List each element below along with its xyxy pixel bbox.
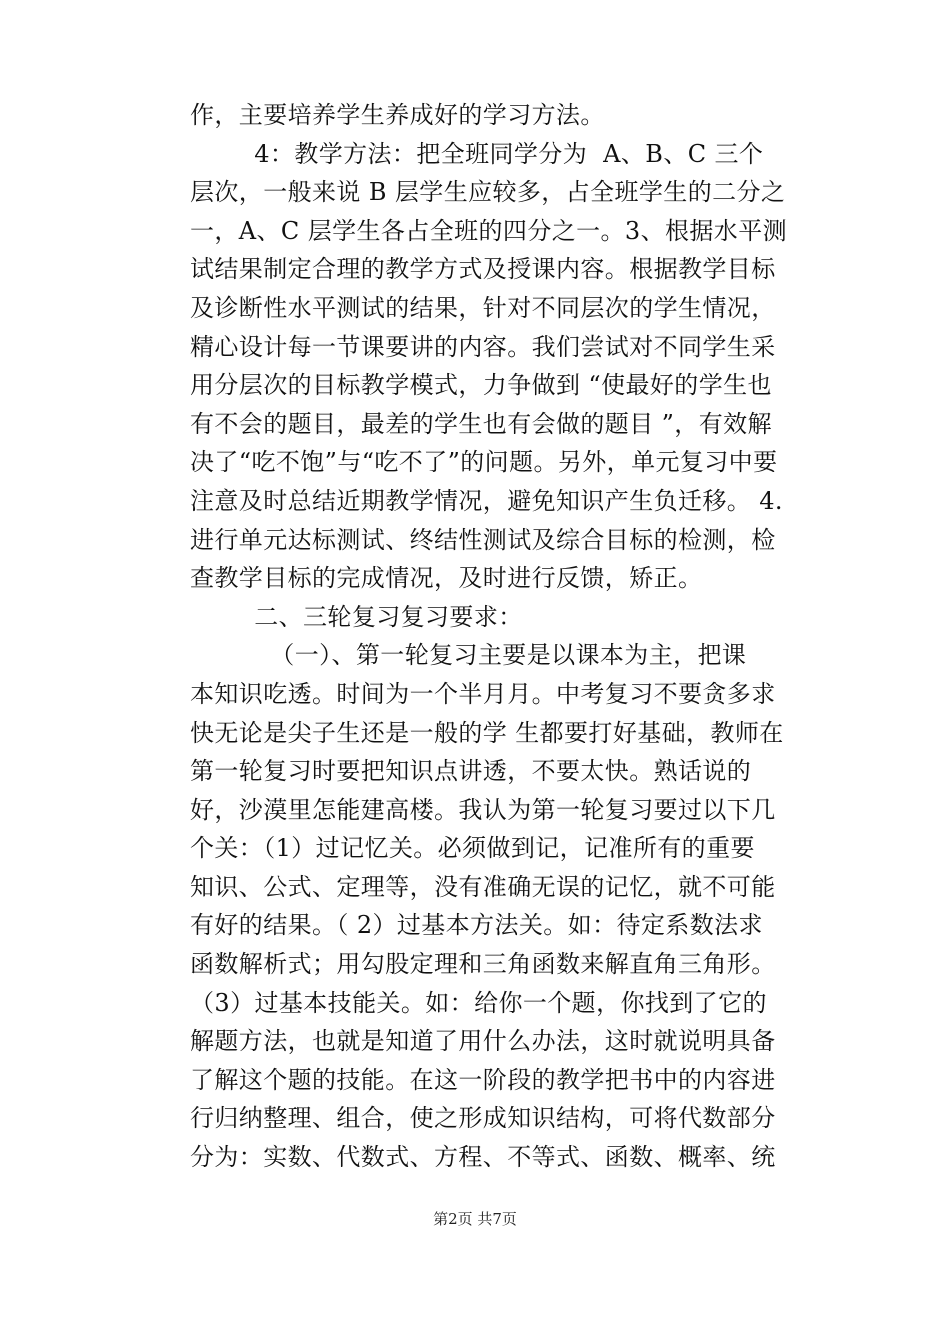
text-line: 了解这个题的技能。在这一阶段的教学把书中的内容进 (190, 1065, 776, 1094)
text-line: （3）过基本技能关。如：给你一个题，你找到了它的 (190, 988, 767, 1017)
text-line: 有好的结果。（ 2）过基本方法关。如：待定系数法求 (190, 911, 763, 940)
text-line: 精心设计每一节课要讲的内容。我们尝试对不同学生采 (190, 332, 776, 361)
text-line: 本知识吃透。时间为一个半月月。中考复习不要贪多求 (190, 679, 776, 708)
text-line: 及诊断性水平测试的结果，针对不同层次的学生情况， (190, 293, 776, 322)
text-line: 查教学目标的完成情况，及时进行反馈，矫正。 (190, 564, 703, 593)
text-line: 个关：（1）过记忆关。必须做到记，记准所有的重要 (190, 834, 755, 863)
text-line: 快无论是尖子生还是一般的学 生都要打好基础，教师在 (190, 718, 784, 747)
text-line: 解题方法，也就是知道了用什么办法，这时就说明具备 (190, 1027, 776, 1056)
text-line: 4：教学方法：把全班同学分为 A、B、C 三个 (190, 139, 764, 168)
text-line: 有不会的题目，最差的学生也有会做的题目 ”，有效解 (190, 409, 772, 438)
text-line: 进行单元达标测试、终结性测试及综合目标的检测，检 (190, 525, 776, 554)
text-line: 决了“吃不饱”与“吃不了”的问题。另外，单元复习中要 (190, 448, 778, 477)
text-line: 分为：实数、代数式、方程、不等式、函数、概率、统 (190, 1143, 776, 1172)
text-line: 用分层次的目标教学模式，力争做到 “使最好的学生也 (190, 371, 772, 400)
section-heading: 二、三轮复习复习要求： (190, 602, 523, 631)
text-line: 试结果制定合理的教学方式及授课内容。根据教学目标 (190, 255, 776, 284)
text-line: 函数解析式；用勾股定理和三角函数来解直角三角形。 (190, 950, 776, 979)
page-number-footer: 第2页 共7页 (433, 1210, 517, 1228)
text-line: 第一轮复习时要把知识点讲透，不要太快。熟话说的 (190, 757, 752, 786)
text-line: （一）、第一轮复习主要是以课本为主，把课 (190, 641, 747, 670)
text-line: 一，A、C 层学生各占全班的四分之一。3、根据水平测 (190, 216, 787, 245)
text-line: 行归纳整理、组合，使之形成知识结构，可将代数部分 (190, 1104, 776, 1133)
text-line: 知识、公式、定理等，没有准确无误的记忆，就不可能 (190, 872, 776, 901)
text-line: 注意及时总结近期教学情况，避免知识产生负迁移。 4. (190, 486, 783, 515)
text-line: 好，沙漠里怎能建高楼。我认为第一轮复习要过以下几 (190, 795, 776, 824)
text-line: 作，主要培养学生养成好的学习方法。 (190, 101, 605, 129)
text-line: 层次，一般来说 B 层学生应较多，占全班学生的二分之 (190, 178, 786, 207)
body-text (190, 96, 830, 1177)
